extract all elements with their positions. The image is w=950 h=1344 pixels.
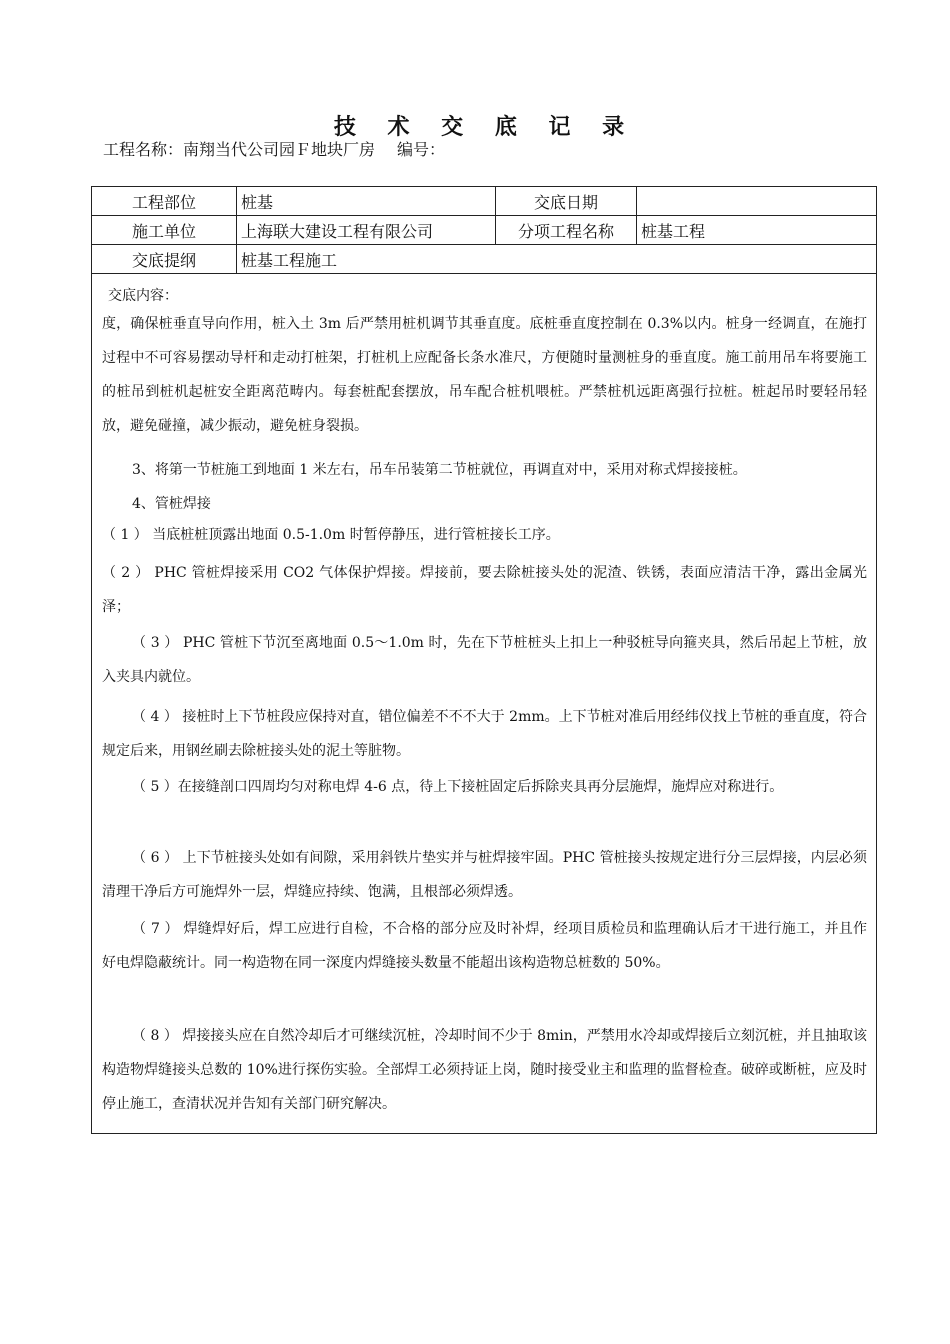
content-paragraph: （ 1 ） 当底桩桩顶露出地面 0.5-1.0m 时暂停静压，进行管桩接长工序。 bbox=[102, 527, 560, 543]
content-paragraph: （ 7 ） 焊缝焊好后，焊工应进行自检，不合格的部分应及时补焊，经项目质检员和监理确认后才干进行施工，并且作好电焊隐蔽统计。同一构造物在同一深度内焊缝接头数量不能超出该构造物总桩数的 50%。 bbox=[102, 921, 867, 971]
project-header bbox=[103, 137, 445, 160]
date-value bbox=[637, 187, 877, 216]
info-table bbox=[91, 186, 877, 274]
record-number-label: 编号： bbox=[397, 140, 446, 159]
sub-project-value: 桩基工程 bbox=[637, 216, 877, 245]
project-name-label: 工程名称： bbox=[103, 140, 184, 159]
content-label: 交底内容： bbox=[108, 288, 178, 304]
table-row bbox=[92, 245, 877, 274]
content-paragraph: 4、管桩焊接 bbox=[132, 496, 211, 512]
content-paragraph: （ 2 ） PHC 管桩焊接采用 CO2 气体保护焊接。焊接前，要去除桩接头处的泥渣、铁锈，表面应清洁干净，露出金属光泽； bbox=[102, 565, 867, 615]
contractor-label: 施工单位 bbox=[92, 216, 237, 245]
content-paragraph: 3、将第一节桩施工到地面 1 米左右，吊车吊装第二节桩就位，再调直对中，采用对称式焊接接桩。 bbox=[132, 462, 747, 478]
content-paragraph: （ 5 ）在接缝剖口四周均匀对称电焊 4-6 点，待上下接桩固定后拆除夹具再分层施焊，施焊应对称进行。 bbox=[132, 779, 784, 795]
page-title: 技 术 交 底 记 录 bbox=[333, 115, 637, 140]
content-paragraph: （ 6 ） 上下节桩接头处如有间隙，采用斜铁片垫实并与桩焊接牢固。PHC 管桩接头按规定进行分三层焊接，内层必须清理干净后方可施焊外一层，焊缝应持续、饱满，且根部必须焊透。 bbox=[102, 850, 867, 900]
table-row bbox=[92, 216, 877, 245]
table-row bbox=[92, 187, 877, 216]
content-paragraph: （ 8 ） 焊接接头应在自然冷却后才可继续沉桩，冷却时间不少于 8min，严禁用水冷却或焊接后立刻沉桩，并且抽取该构造物焊缝接头总数的 10%进行探伤实验。全部焊工必须持证上岗，随时接受业主和监理的监督检查。破碎或断桩，应及时停止施工，查清状况并告知有关部门研究解决。 bbox=[102, 1028, 867, 1112]
content-paragraph: （ 3 ） PHC 管桩下节沉至离地面 0.5～1.0m 时，先在下节桩桩头上扣上一种驳桩导向箍夹具，然后吊起上节桩，放入夹具内就位。 bbox=[102, 635, 867, 685]
outline-value: 桩基工程施工 bbox=[237, 245, 877, 274]
sub-project-label: 分项工程名称 bbox=[496, 216, 637, 245]
part-label: 工程部位 bbox=[92, 187, 237, 216]
outline-label: 交底提纲 bbox=[92, 245, 237, 274]
part-value: 桩基 bbox=[237, 187, 496, 216]
contractor-value: 上海联大建设工程有限公司 bbox=[237, 216, 496, 245]
content-paragraph: （ 4 ） 接桩时上下节桩段应保持对直，错位偏差不不不大于 2mm。上下节桩对准后用经纬仪找上节桩的垂直度，符合规定后来，用钢丝刷去除桩接头处的泥土等脏物。 bbox=[102, 709, 867, 759]
content-paragraph: 度，确保桩垂直导向作用，桩入土 3m 后严禁用桩机调节其垂直度。底桩垂直度控制在 0.3%以内。桩身一经调直，在施打过程中不可容易摆动导杆和走动打桩架，打桩机上应配备长条水准尺，方便随时量测桩身的垂直度。施工前用吊车将要施工的桩吊到桩机起桩安全距离范畴内。每套桩配套摆放，吊车配合桩机喂桩。严禁桩机远距离强行拉桩。桩起吊时要轻吊轻放，避免碰撞，减少振动，避免桩身裂损。 bbox=[102, 316, 867, 434]
date-label: 交底日期 bbox=[496, 187, 637, 216]
project-name-value: 南翔当代公司园Ｆ地块厂房 bbox=[183, 140, 376, 159]
